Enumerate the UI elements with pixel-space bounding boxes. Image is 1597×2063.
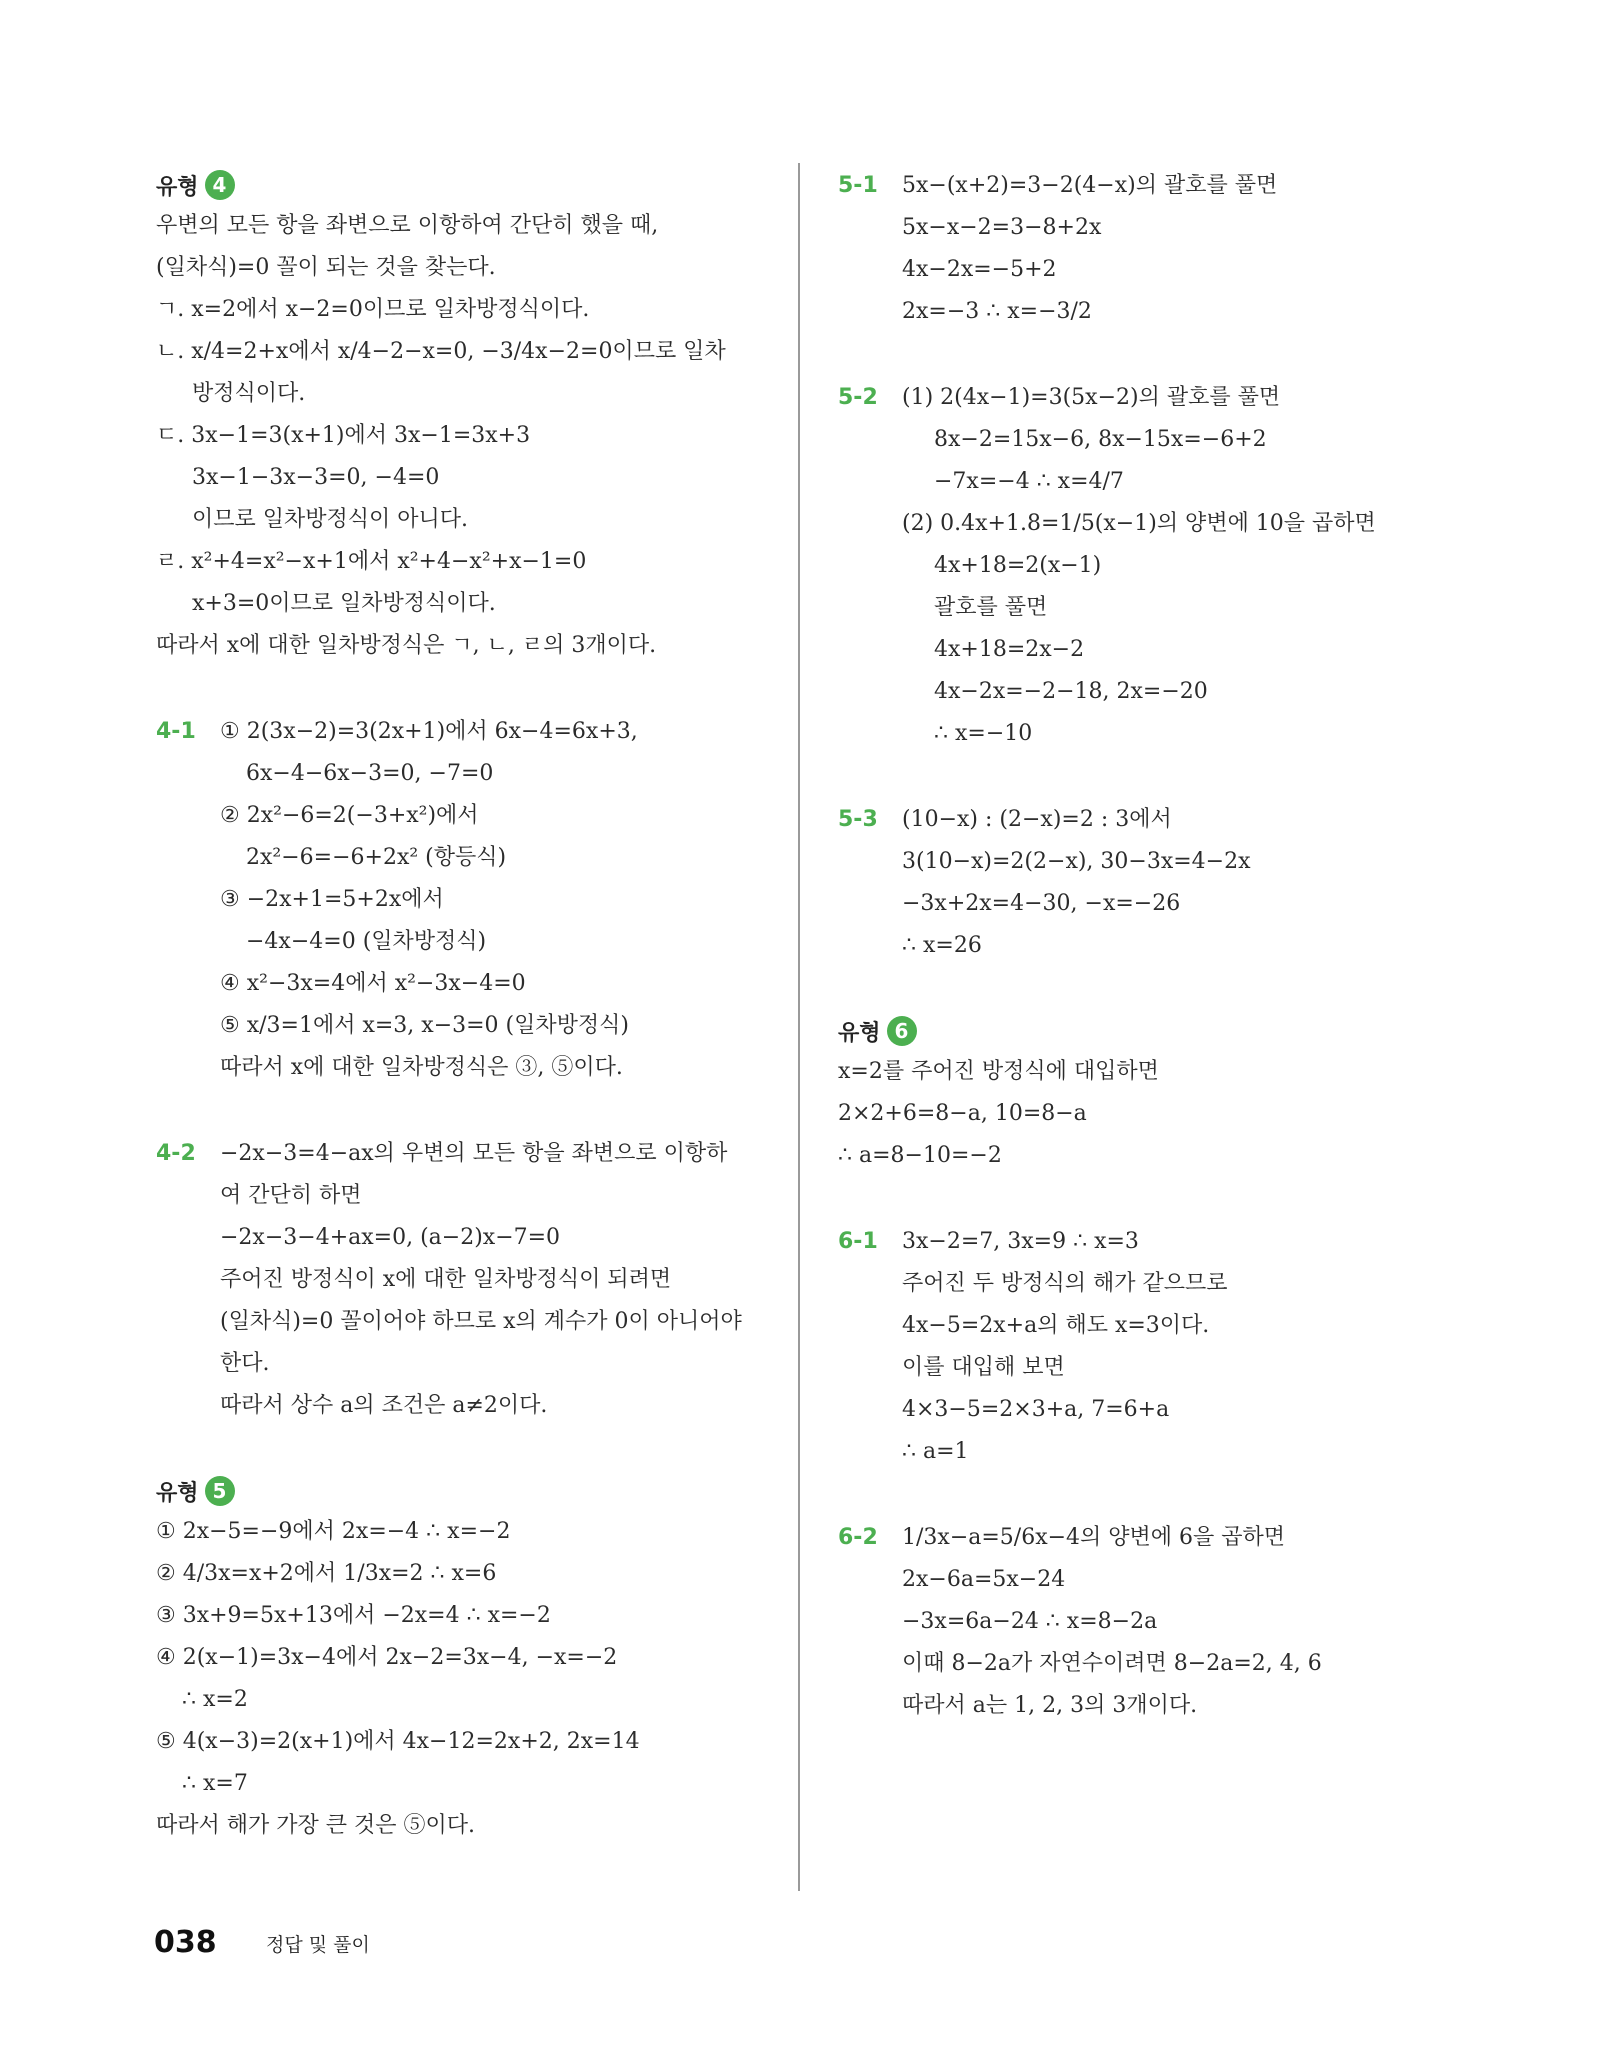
solution-line: 우변의 모든 항을 좌변으로 이항하여 간단히 했을 때, xyxy=(156,213,659,238)
solution-line: 2x²−6=−6+2x² (항등식) xyxy=(246,845,507,870)
problem-4-2 xyxy=(156,1133,771,1427)
solution-line: 이를 대입해 보면 xyxy=(902,1355,1065,1380)
solution-line: 2x−6a=5x−24 xyxy=(902,1567,1066,1592)
solution-line: 3x−2=7, 3x=9 ∴ x=3 xyxy=(902,1229,1139,1254)
solution-line: ∴ x=7 xyxy=(182,1771,248,1796)
problem-number: 4-1 xyxy=(156,719,196,744)
type-6-heading xyxy=(838,1011,1438,1051)
solution-line: 4×3−5=2×3+a, 7=6+a xyxy=(902,1397,1170,1422)
solution-line: 괄호를 풀면 xyxy=(934,595,1048,620)
type-6-section xyxy=(838,1011,1438,1177)
solution-line: ⑤ 4(x−3)=2(x+1)에서 4x−12=2x+2, 2x=14 xyxy=(156,1729,640,1754)
solution-line: 따라서 x에 대한 일차방정식은 ㄱ, ㄴ, ㄹ의 3개이다. xyxy=(156,633,657,658)
solution-line: (10−x) : (2−x)=2 : 3에서 xyxy=(902,807,1172,832)
solution-line: 주어진 방정식이 x에 대한 일차방정식이 되려면 xyxy=(220,1267,672,1292)
solution-line: −7x=−4 ∴ x=4/7 xyxy=(934,469,1124,494)
solution-line: ③ −2x+1=5+2x에서 xyxy=(220,887,444,912)
solution-line: (2) 0.4x+1.8=1/5(x−1)의 양변에 10을 곱하면 xyxy=(902,511,1376,536)
solution-line: 8x−2=15x−6, 8x−15x=−6+2 xyxy=(934,427,1267,452)
solution-line: 이므로 일차방정식이 아니다. xyxy=(192,507,469,532)
solution-line: 2×2+6=8−a, 10=8−a xyxy=(838,1101,1087,1126)
solution-line: 따라서 상수 a의 조건은 a≠2이다. xyxy=(220,1393,548,1418)
solution-line: ㄱ. x=2에서 x−2=0이므로 일차방정식이다. xyxy=(156,297,590,322)
problem-number: 5-3 xyxy=(838,807,878,832)
solution-line: −4x−4=0 (일차방정식) xyxy=(246,929,487,954)
solution-line: −3x+2x=4−30, −x=−26 xyxy=(902,891,1181,916)
problem-number: 5-1 xyxy=(838,173,878,198)
solution-line: 따라서 a는 1, 2, 3의 3개이다. xyxy=(902,1693,1198,1718)
solution-line: ③ 3x+9=5x+13에서 −2x=4 ∴ x=−2 xyxy=(156,1603,551,1628)
solution-line: −2x−3=4−ax의 우변의 모든 항을 좌변으로 이항하 xyxy=(220,1141,728,1166)
problem-number: 4-2 xyxy=(156,1141,196,1166)
type-5-label: 유형 xyxy=(156,1480,199,1506)
solution-line: 주어진 두 방정식의 해가 같으므로 xyxy=(902,1271,1228,1296)
problem-number: 6-1 xyxy=(838,1229,878,1254)
problem-5-2 xyxy=(838,377,1438,755)
solution-line: ⑤ x/3=1에서 x=3, x−3=0 (일차방정식) xyxy=(220,1013,629,1038)
problem-5-3 xyxy=(838,799,1438,967)
solution-line: ∴ a=1 xyxy=(902,1439,969,1464)
solution-line: 2x=−3 ∴ x=−3/2 xyxy=(902,299,1092,324)
solution-line: 4x−5=2x+a의 해도 x=3이다. xyxy=(902,1313,1210,1338)
page-number: 038 xyxy=(154,1925,217,1960)
solution-line: 4x−2x=−5+2 xyxy=(902,257,1057,282)
solution-line: ㄹ. x²+4=x²−x+1에서 x²+4−x²+x−1=0 xyxy=(156,549,587,574)
solution-line: ① 2x−5=−9에서 2x=−4 ∴ x=−2 xyxy=(156,1519,511,1544)
solution-line: 따라서 x에 대한 일차방정식은 ③, ⑤이다. xyxy=(220,1055,623,1080)
solution-line: ∴ x=26 xyxy=(902,933,982,958)
solution-line: −3x=6a−24 ∴ x=8−2a xyxy=(902,1609,1158,1634)
solution-line: ② 2x²−6=2(−3+x²)에서 xyxy=(220,803,479,828)
problem-number: 5-2 xyxy=(838,385,878,410)
solution-line: (1) 2(4x−1)=3(5x−2)의 괄호를 풀면 xyxy=(902,385,1281,410)
type-4-label: 유형 xyxy=(156,174,199,200)
solution-line: 여 간단히 하면 xyxy=(220,1183,362,1208)
solution-line: x+3=0이므로 일차방정식이다. xyxy=(192,591,496,616)
solution-line: 한다. xyxy=(220,1351,270,1376)
left-column xyxy=(156,165,771,1891)
solution-line: ② 4/3x=x+2에서 1/3x=2 ∴ x=6 xyxy=(156,1561,497,1586)
problem-number: 6-2 xyxy=(838,1525,878,1550)
solution-line: 4x−2x=−2−18, 2x=−20 xyxy=(934,679,1208,704)
solution-line: 방정식이다. xyxy=(192,381,306,406)
solution-line: ∴ a=8−10=−2 xyxy=(838,1143,1002,1168)
solution-line: 5x−x−2=3−8+2x xyxy=(902,215,1102,240)
solution-line: (일차식)=0 꼴이어야 하므로 x의 계수가 0이 아니어야 xyxy=(220,1309,742,1334)
type-4-heading xyxy=(156,165,771,205)
solution-line: −2x−3−4+ax=0, (a−2)x−7=0 xyxy=(220,1225,561,1250)
solution-line: 이때 8−2a가 자연수이려면 8−2a=2, 4, 6 xyxy=(902,1651,1322,1676)
footer-label: 정답 및 풀이 xyxy=(266,1934,370,1956)
type-5-heading xyxy=(156,1471,771,1511)
problem-4-1 xyxy=(156,711,771,1089)
solution-line: 따라서 해가 가장 큰 것은 ⑤이다. xyxy=(156,1813,475,1838)
solution-line: x=2를 주어진 방정식에 대입하면 xyxy=(838,1059,1159,1084)
solution-line: ㄴ. x/4=2+x에서 x/4−2−x=0, −3/4x−2=0이므로 일차 xyxy=(156,339,726,364)
problem-5-1 xyxy=(838,165,1438,333)
solution-line: 3x−1−3x−3=0, −4=0 xyxy=(192,465,440,490)
type-6-label: 유형 xyxy=(838,1020,881,1046)
problem-6-2 xyxy=(838,1517,1438,1727)
solution-line: 4x+18=2x−2 xyxy=(934,637,1085,662)
solution-line: 3(10−x)=2(2−x), 30−3x=4−2x xyxy=(902,849,1251,874)
solution-line: ∴ x=−10 xyxy=(934,721,1033,746)
solution-line: 4x+18=2(x−1) xyxy=(934,553,1102,578)
solution-line: 1/3x−a=5/6x−4의 양변에 6을 곱하면 xyxy=(902,1525,1286,1550)
solution-line: (일차식)=0 꼴이 되는 것을 찾는다. xyxy=(156,255,496,280)
solution-line: ④ 2(x−1)=3x−4에서 2x−2=3x−4, −x=−2 xyxy=(156,1645,618,1670)
type-5-section xyxy=(156,1471,771,1847)
column-divider xyxy=(798,163,800,1891)
solution-line: ∴ x=2 xyxy=(182,1687,248,1712)
type-6-badge: 6 xyxy=(887,1016,917,1046)
right-column xyxy=(838,165,1438,1771)
solution-line: 5x−(x+2)=3−2(4−x)의 괄호를 풀면 xyxy=(902,173,1278,198)
solution-line: ④ x²−3x=4에서 x²−3x−4=0 xyxy=(220,971,526,996)
solution-line: 6x−4−6x−3=0, −7=0 xyxy=(246,761,494,786)
solution-line: ① 2(3x−2)=3(2x+1)에서 6x−4=6x+3, xyxy=(220,719,638,744)
solution-line: ㄷ. 3x−1=3(x+1)에서 3x−1=3x+3 xyxy=(156,423,531,448)
type-5-badge: 5 xyxy=(205,1476,235,1506)
type-4-section xyxy=(156,165,771,667)
problem-6-1 xyxy=(838,1221,1438,1473)
type-4-badge: 4 xyxy=(205,170,235,200)
